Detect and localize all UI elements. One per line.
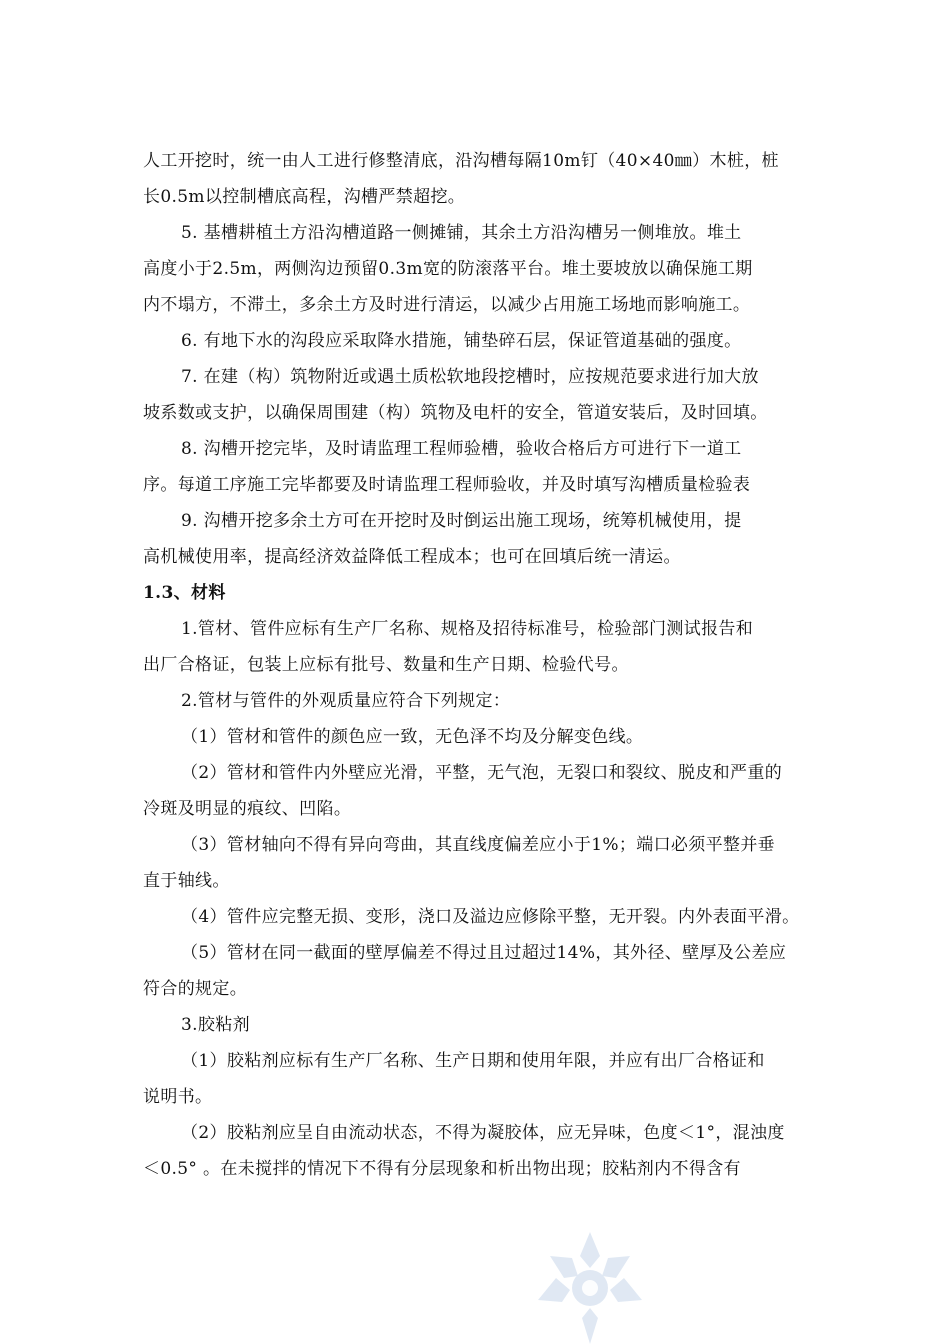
- item-7-text: 7. 在建（构）筑物附近或遇土质松软地段挖槽时，应按规范要求进行加大放: [181, 367, 759, 387]
- item-6-text: 6. 有地下水的沟段应采取降水措施，铺垫碎石层，保证管道基础的强度。: [181, 331, 742, 351]
- material-item-1: 1.管材、管件应标有生产厂名称、规格及招待标准号，检验部门测试报告和: [181, 619, 754, 639]
- body-text-line: 符合的规定。: [143, 979, 248, 999]
- watermark-logo-icon: [520, 1228, 660, 1344]
- body-text-line: 说明书。: [143, 1087, 213, 1107]
- item-5-text: 5. 基槽耕植土方沿沟槽道路一侧摊铺，其余土方沿沟槽另一侧堆放。堆土: [181, 223, 742, 243]
- body-text-line: 内不塌方，不滞土，多余土方及时进行清运，以减少占用施工场地而影响施工。: [143, 295, 751, 315]
- section-heading: 1.3、材料: [143, 583, 226, 603]
- sub-item-2-adhesive: （2）胶粘剂应呈自由流动状态，不得为凝胶体，应无异味，色度＜1°，混浊度: [181, 1123, 785, 1143]
- material-item-3: 3.胶粘剂: [181, 1015, 250, 1035]
- item-8-text: 8. 沟槽开挖完毕，及时请监理工程师验槽，验收合格后方可进行下一道工: [181, 439, 742, 459]
- body-text-line: 长0.5m以控制槽底高程，沟槽严禁超挖。: [143, 187, 466, 207]
- body-text-line: 冷斑及明显的痕纹、凹陷。: [143, 799, 352, 819]
- body-text-line: 出厂合格证，包装上应标有批号、数量和生产日期、检验代号。: [143, 655, 629, 675]
- body-text-line: ＜0.5° 。在未搅拌的情况下不得有分层现象和析出物出现；胶粘剂内不得含有: [143, 1159, 741, 1179]
- body-text-line: 直于轴线。: [143, 871, 230, 891]
- sub-item-1-adhesive: （1）胶粘剂应标有生产厂名称、生产日期和使用年限，并应有出厂合格证和: [181, 1051, 765, 1071]
- body-text-line: 高机械使用率，提高经济效益降低工程成本；也可在回填后统一清运。: [143, 547, 681, 567]
- sub-item-4: （4）管件应完整无损、变形，浇口及溢边应修除平整，无开裂。内外表面平滑。: [181, 907, 800, 927]
- item-9-text: 9. 沟槽开挖多余土方可在开挖时及时倒运出施工现场，统筹机械使用，提: [181, 511, 742, 531]
- body-text-line: 人工开挖时，统一由人工进行修整清底，沿沟槽每隔10m钉（40×40㎜）木桩，桩: [143, 151, 779, 171]
- sub-item-2: （2）管材和管件内外壁应光滑，平整，无气泡，无裂口和裂纹、脱皮和严重的: [181, 763, 783, 783]
- sub-item-5: （5）管材在同一截面的壁厚偏差不得过且过超过14%，其外径、壁厚及公差应: [181, 943, 787, 963]
- body-text-line: 序。每道工序施工完毕都要及时请监理工程师验收，并及时填写沟槽质量检验表: [143, 475, 751, 495]
- body-text-line: 坡系数或支护，以确保周围建（构）筑物及电杆的安全，管道安装后，及时回填。: [143, 403, 768, 423]
- sub-item-1: （1）管材和管件的颜色应一致，无色泽不均及分解变色线。: [181, 727, 644, 747]
- sub-item-3: （3）管材轴向不得有异向弯曲，其直线度偏差应小于1%；端口必须平整并垂: [181, 835, 776, 855]
- body-text-line: 高度小于2.5m，两侧沟边预留0.3m宽的防滚落平台。堆土要坡放以确保施工期: [143, 259, 753, 279]
- material-item-2: 2.管材与管件的外观质量应符合下列规定：: [181, 691, 511, 711]
